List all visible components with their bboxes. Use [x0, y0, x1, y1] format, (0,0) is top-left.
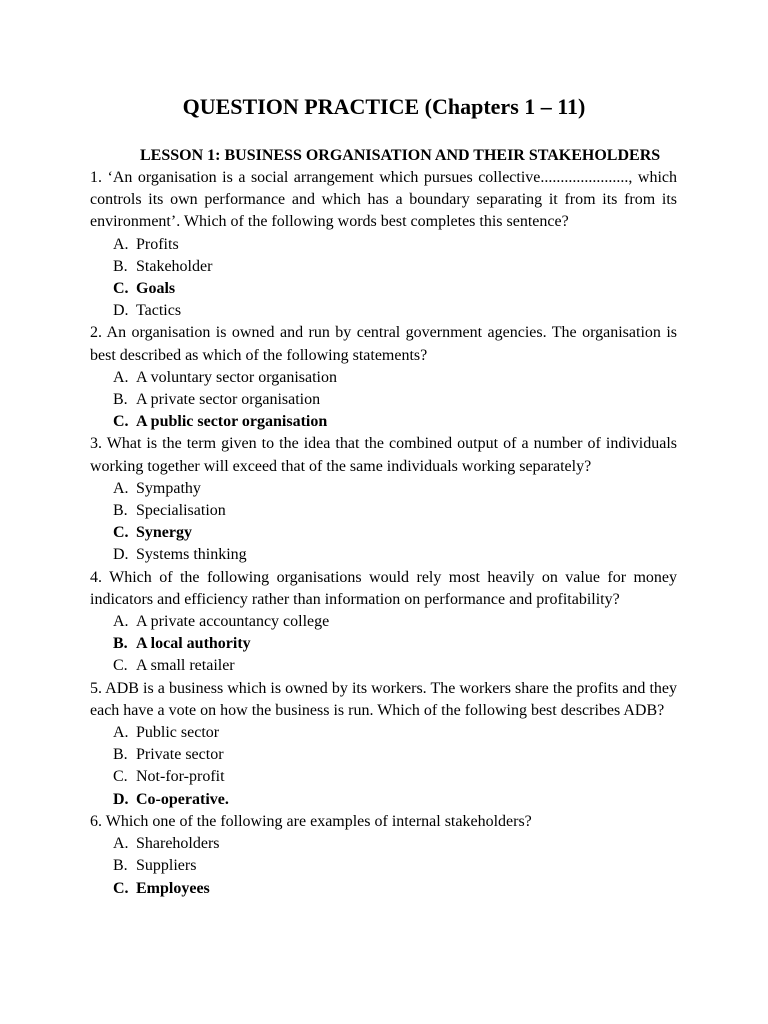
answer-options	[90, 611, 677, 678]
answer-options	[90, 478, 677, 567]
option-text: Systems thinking	[136, 546, 247, 564]
option-letter: C.	[113, 524, 129, 542]
answer-option	[90, 766, 677, 788]
option-letter: A.	[113, 479, 129, 497]
answer-option	[90, 367, 677, 389]
option-letter: B.	[113, 746, 128, 764]
option-text: Not-for-profit	[136, 768, 225, 786]
answer-option	[90, 544, 677, 566]
option-letter: D.	[113, 790, 129, 808]
option-letter: A.	[113, 368, 129, 386]
option-letter: B.	[113, 857, 128, 875]
answer-option	[90, 855, 677, 877]
question-text: 5. ADB is a business which is owned by its workers. The workers share the profits and they each have a vote on how the business is run. Which of the following best describes ADB?	[90, 679, 677, 719]
question-list	[90, 167, 677, 900]
answer-option	[90, 833, 677, 855]
option-text: Public sector	[136, 724, 220, 742]
option-text: Specialisation	[136, 502, 226, 520]
option-letter: B.	[113, 502, 128, 520]
option-text: Employees	[136, 879, 210, 897]
question-text: 3. What is the term given to the idea that the combined output of a number of individuals working together will exceed that of the same individuals working separately?	[90, 435, 677, 475]
option-letter: C.	[113, 768, 128, 786]
answer-options	[90, 722, 677, 811]
option-text: Private sector	[136, 746, 224, 764]
question-text: 2. An organisation is owned and run by central government agencies. The organisation is best described as which of the following statements?	[90, 324, 677, 364]
question-block	[90, 433, 677, 566]
option-text: Shareholders	[136, 835, 220, 853]
option-text: Profits	[136, 235, 179, 253]
question-text: 4. Which of the following organisations would rely most heavily on value for money indicators and efficiency rather than information on performance and profitability?	[90, 568, 677, 608]
option-letter: C.	[113, 879, 129, 897]
option-letter: B.	[113, 257, 128, 275]
lesson-heading: LESSON 1: BUSINESS ORGANISATION AND THEIR STAKEHOLDERS	[140, 147, 661, 164]
question-text: 6. Which one of the following are examples of internal stakeholders?	[90, 812, 532, 830]
option-text: Suppliers	[136, 857, 197, 875]
question-block	[90, 322, 677, 433]
answer-option	[90, 256, 677, 278]
answer-option	[90, 300, 677, 322]
answer-options	[90, 367, 677, 434]
question-block	[90, 567, 677, 678]
option-letter: A.	[113, 835, 129, 853]
question-text: 1. ‘An organisation is a social arrangement which pursues collective......................, which controls its own performance and which has a boundary separating it from its from its environment’. Which of the following words best completes this sentence?	[90, 169, 677, 231]
answer-option	[90, 655, 677, 677]
option-text: Synergy	[136, 524, 192, 542]
option-text: Stakeholder	[136, 257, 213, 275]
option-text: A voluntary sector organisation	[136, 368, 337, 386]
option-letter: A.	[113, 613, 129, 631]
option-text: Goals	[136, 280, 176, 298]
answer-option-correct	[90, 278, 677, 300]
answer-option	[90, 500, 677, 522]
answer-option-correct	[90, 633, 677, 655]
option-text: Tactics	[136, 302, 182, 320]
answer-option	[90, 234, 677, 256]
option-text: A local authority	[136, 635, 251, 653]
option-text: Sympathy	[136, 479, 201, 497]
option-letter: A.	[113, 724, 129, 742]
question-block	[90, 811, 677, 900]
option-text: A small retailer	[136, 657, 235, 675]
option-letter: C.	[113, 280, 129, 298]
option-text: A public sector organisation	[136, 413, 328, 431]
answer-option-correct	[90, 789, 677, 811]
answer-option	[90, 744, 677, 766]
answer-option	[90, 478, 677, 500]
answer-option-correct	[90, 878, 677, 900]
option-letter: C.	[113, 413, 129, 431]
option-letter: B.	[113, 635, 128, 653]
answer-options	[90, 833, 677, 900]
answer-option-correct	[90, 411, 677, 433]
option-letter: A.	[113, 235, 129, 253]
answer-option	[90, 389, 677, 411]
answer-option	[90, 611, 677, 633]
option-text: A private accountancy college	[136, 613, 330, 631]
option-letter: B.	[113, 391, 128, 409]
option-letter: D.	[113, 546, 129, 564]
document-title: QUESTION PRACTICE (Chapters 1 – 11)	[182, 94, 586, 119]
option-letter: D.	[113, 302, 129, 320]
answer-option-correct	[90, 522, 677, 544]
question-block	[90, 167, 677, 322]
answer-options	[90, 234, 677, 323]
question-block	[90, 678, 677, 811]
option-letter: C.	[113, 657, 128, 675]
option-text: Co-operative.	[136, 790, 229, 808]
option-text: A private sector organisation	[136, 391, 321, 409]
answer-option	[90, 722, 677, 744]
